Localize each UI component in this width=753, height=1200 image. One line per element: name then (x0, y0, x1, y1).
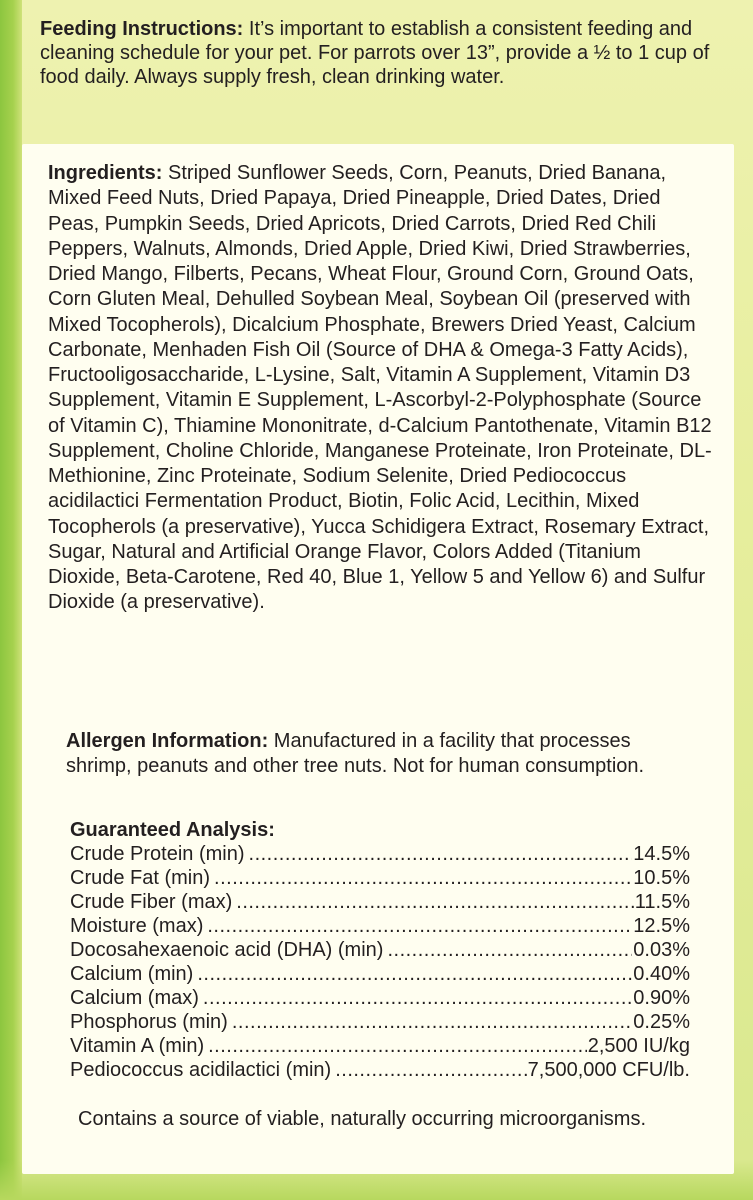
ingredients-text: Striped Sunflower Seeds, Corn, Peanuts, Dried Banana, Mixed Feed Nuts, Dried Papaya, Dried Pineapple, Dried Dates, Dried Peas, Pumpkin Seeds, Dried Apricots, Dried Carrots, Dried Red Chili Peppers, Walnuts, Almonds, Dried Apple, Dried Kiwi, Dried Strawberries, Dried Mango, Filberts, Pecans, Wheat Flour, Ground Corn, Ground Oats, Corn Gluten Meal, Dehulled Soybean Meal, Soybean Oil (preserved with Mixed Tocopherols), Dicalcium Phosphate, Brewers Dried Yeast, Calcium Carbonate, Menhaden Fish Oil (Source of DHA & Omega-3 Fatty Acids), Fructooligosaccharide, L-Lysine, Salt, Vitamin A Supplement, Vitamin D3 Supplement, Vitamin E Supplement, L-Ascorbyl-2-Polyphosphate (Source of Vitamin C), Thiamine Mononitrate, d-Calcium Pantothenate, Vitamin B12 Supplement, Choline Chloride, Manganese Proteinate, Iron Proteinate, DL-Methionine, Zinc Proteinate, Sodium Selenite, Dried Pediococcus acidilactici Fermentation Product, Biotin, Folic Acid, Lecithin, Mixed Tocopherols (a preservative), Yucca Schidigera Extract, Rosemary Extract, Sugar, Natural and Artificial Orange Flavor, Colors Added (Titanium Dioxide, Beta-Carotene, Red 40, Blue 1, Yellow 5 and Yellow 6) and Sulfur Dioxide (a preservative). (48, 162, 712, 614)
leader-dots (387, 938, 632, 962)
analysis-row-value: 7,500,000 CFU/lb. (527, 1059, 690, 1081)
leader-dots (249, 842, 633, 866)
analysis-row-value: 14.5% (633, 843, 690, 865)
analysis-row-name: Pediococcus acidilactici (min) (70, 1059, 332, 1081)
guaranteed-analysis-title: Guaranteed Analysis: (70, 819, 275, 841)
analysis-row-value: 2,500 IU/kg (587, 1035, 690, 1057)
allergen-label: Allergen Information: (66, 730, 269, 752)
guaranteed-analysis (70, 818, 690, 1082)
analysis-row-name: Moisture (max) (70, 915, 204, 937)
analysis-row (70, 986, 690, 1010)
leader-dots (214, 866, 632, 890)
analysis-row-value: 0.03% (633, 939, 690, 961)
analysis-row (70, 938, 690, 962)
analysis-row-value: 11.5% (634, 891, 690, 913)
feeding-instructions (40, 17, 730, 89)
analysis-row-value: 10.5% (633, 867, 690, 889)
analysis-row (70, 914, 690, 938)
analysis-row-name: Phosphorus (min) (70, 1011, 228, 1033)
analysis-row (70, 1010, 690, 1034)
leader-dots (335, 1058, 526, 1082)
analysis-row-value: 0.40% (633, 963, 690, 985)
analysis-row (70, 866, 690, 890)
leader-dots (232, 1010, 632, 1034)
leader-dots (207, 914, 632, 938)
analysis-row (70, 1058, 690, 1082)
leader-dots (208, 1034, 587, 1058)
leader-dots (236, 890, 634, 914)
analysis-row-value: 12.5% (633, 915, 690, 937)
microorganisms-note: Contains a source of viable, naturally occurring microorganisms. (78, 1108, 647, 1130)
allergen-text: Manufactured in a facility that processes shrimp, peanuts and other tree nuts. Not for human consumption. (66, 730, 645, 777)
ingredients-label: Ingredients: (48, 162, 163, 184)
analysis-row (70, 890, 690, 914)
analysis-row-name: Calcium (min) (70, 963, 194, 985)
ingredients-section (48, 161, 713, 616)
analysis-row-name: Calcium (max) (70, 987, 199, 1009)
leader-dots (203, 986, 632, 1010)
feeding-instructions-text: It’s important to establish a consistent feeding and cleaning schedule for your pet. For parrots over 13”, provide a ½ to 1 cup of food daily. Always supply fresh, clean drinking water. (40, 18, 710, 88)
analysis-row-value: 0.25% (633, 1011, 690, 1033)
analysis-row (70, 1034, 690, 1058)
analysis-row-name: Crude Fiber (max) (70, 891, 233, 913)
analysis-row (70, 962, 690, 986)
allergen-section (66, 729, 696, 779)
feeding-instructions-label: Feeding Instructions: (40, 18, 244, 40)
analysis-row (70, 842, 690, 866)
analysis-row-name: Vitamin A (min) (70, 1035, 205, 1057)
leader-dots (197, 962, 632, 986)
analysis-row-value: 0.90% (633, 987, 690, 1009)
analysis-row-name: Crude Protein (min) (70, 843, 245, 865)
analysis-row-name: Crude Fat (min) (70, 867, 211, 889)
green-side-stripe (0, 0, 22, 1200)
analysis-row-name: Docosahexaenoic acid (DHA) (min) (70, 939, 384, 961)
